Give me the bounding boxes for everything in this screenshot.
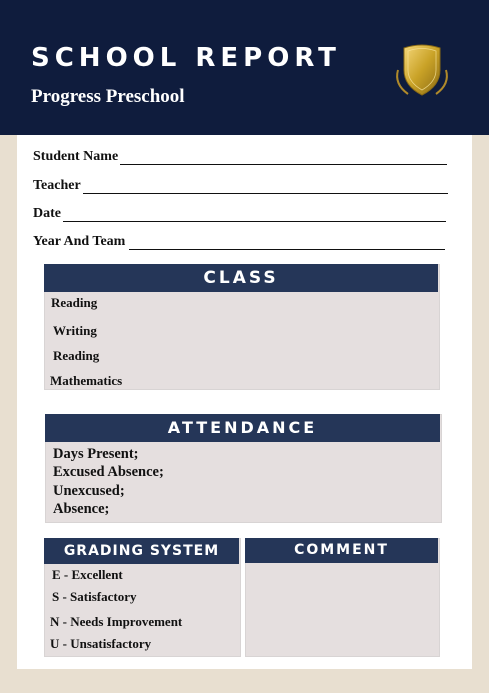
attendance-item: Unexcused; xyxy=(53,483,125,499)
report-header xyxy=(0,0,489,135)
school-name: Progress Preschool xyxy=(31,86,185,107)
student-name-label: Student Name xyxy=(33,149,119,164)
year-team-line[interactable] xyxy=(129,235,445,250)
gold-shield-icon xyxy=(390,40,454,98)
student-name-field[interactable] xyxy=(33,145,447,165)
grading-heading: GRADING SYSTEM xyxy=(44,538,239,564)
class-heading: CLASS xyxy=(44,264,438,292)
teacher-line[interactable] xyxy=(83,179,448,194)
class-item: Reading xyxy=(53,348,100,363)
year-team-label: Year And Team xyxy=(33,234,126,249)
year-team-field[interactable] xyxy=(33,230,445,250)
class-item: Mathematics xyxy=(50,373,123,388)
date-line[interactable] xyxy=(63,207,446,222)
attendance-item: Days Present; xyxy=(53,446,139,462)
student-name-line[interactable] xyxy=(120,150,447,165)
class-item: Writing xyxy=(53,323,97,338)
date-field[interactable] xyxy=(33,202,446,222)
date-label: Date xyxy=(33,206,61,221)
report-title: SCHOOL REPORT xyxy=(31,43,341,73)
grading-item: E - Excellent xyxy=(52,567,123,582)
grading-item: N - Needs Improvement xyxy=(50,614,183,629)
grading-item: U - Unsatisfactory xyxy=(50,636,152,651)
attendance-item: Absence; xyxy=(53,501,110,517)
attendance-item: Excused Absence; xyxy=(53,464,164,480)
class-item: Reading xyxy=(51,295,98,310)
comment-heading: COMMENT xyxy=(245,538,438,563)
teacher-label: Teacher xyxy=(33,178,81,193)
attendance-heading: ATTENDANCE xyxy=(45,414,440,442)
teacher-field[interactable] xyxy=(33,174,448,194)
grading-item: S - Satisfactory xyxy=(52,589,137,604)
